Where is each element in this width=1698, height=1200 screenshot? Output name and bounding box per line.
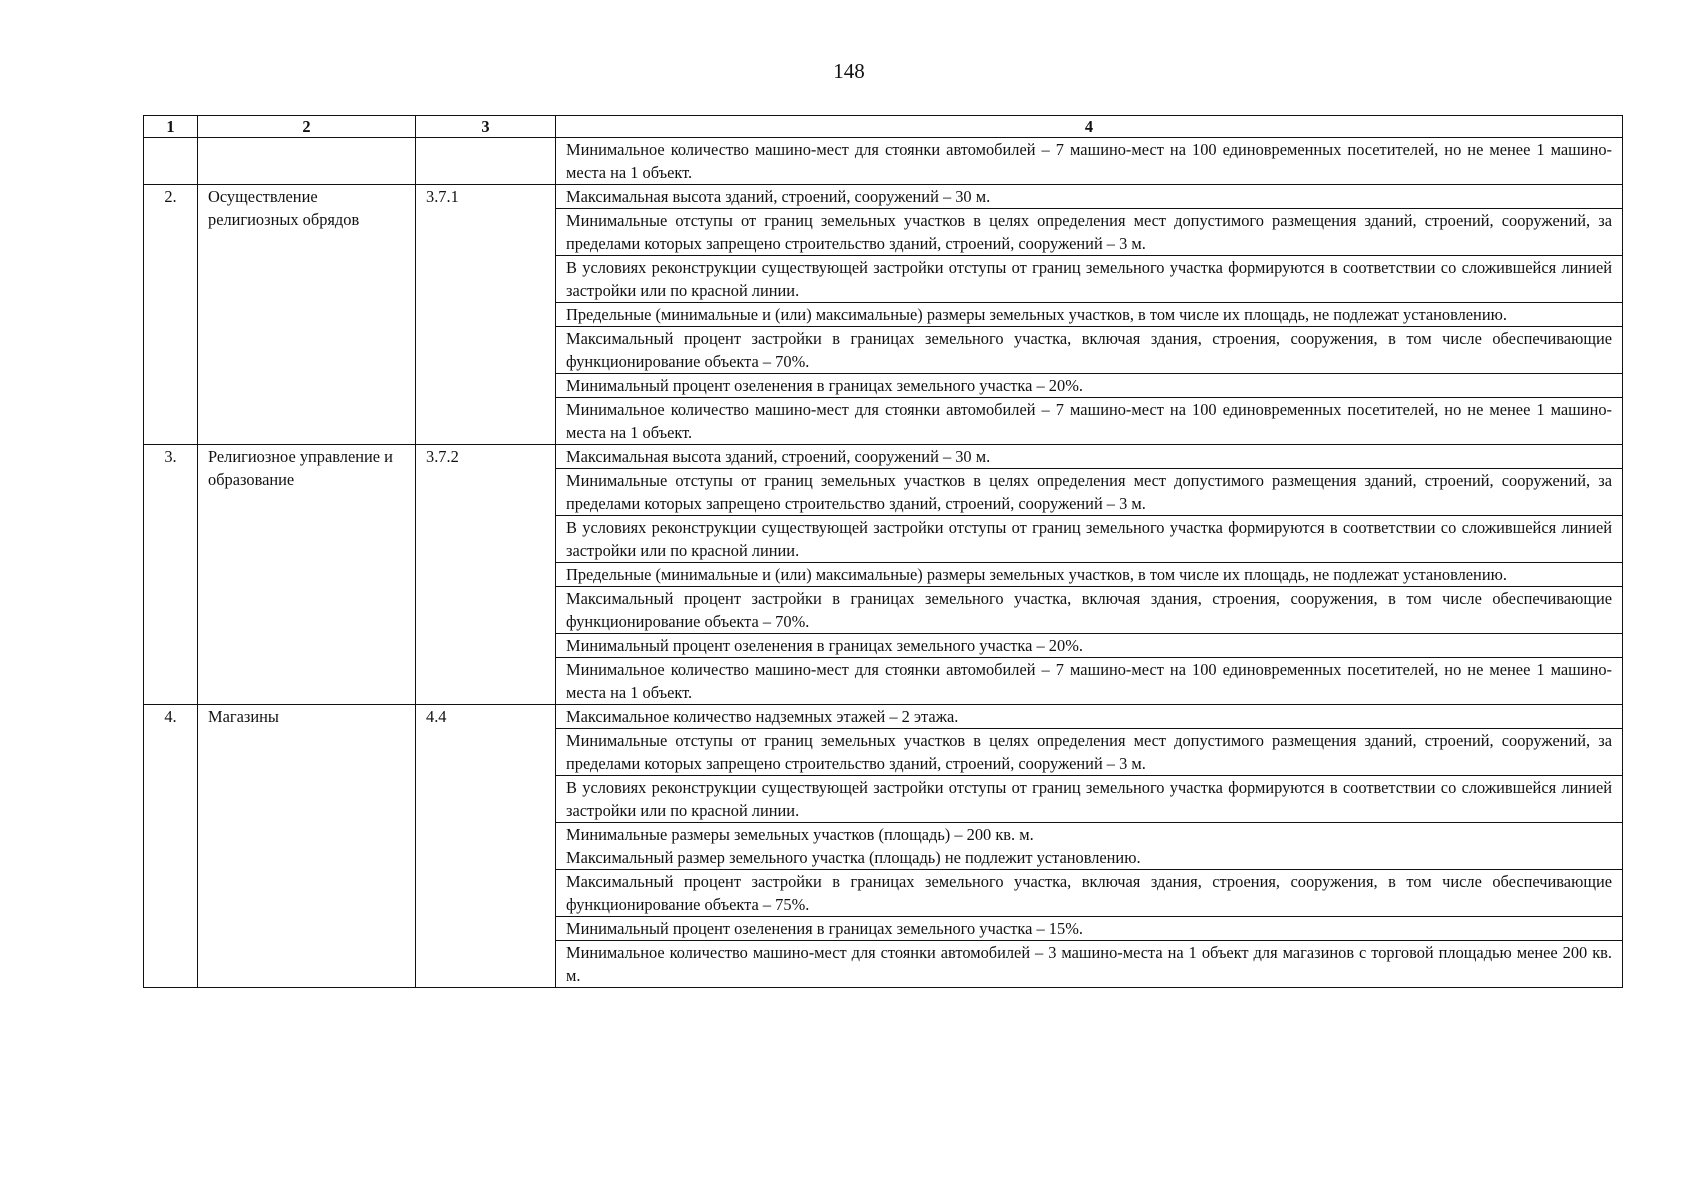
land-use-name-cell: Магазины: [198, 705, 416, 988]
parameter-text: Минимальный процент озеленения в границах земельного участка – 20%.: [566, 636, 1083, 655]
row-number-cell: 3.: [144, 445, 198, 705]
land-use-name-cell: [198, 138, 416, 185]
parameter-text: Минимальные размеры земельных участков (площадь) – 200 кв. м.: [566, 825, 1034, 844]
parameter-text: В условиях реконструкции существующей застройки отступы от границ земельного участка формируются в соответствии со сложившейся линией застройки или по красной линии.: [566, 778, 1612, 820]
parameter-cell: [556, 516, 1623, 563]
parameter-text: Максимальный процент застройки в границах земельного участка, включая здания, строения, сооружения, в том числе обеспечивающие функционирование объекта – 70%.: [566, 589, 1612, 631]
table-header-row: [144, 116, 1623, 138]
parameter-cell: [556, 658, 1623, 705]
parameter-text: Минимальный процент озеленения в границах земельного участка – 20%.: [566, 376, 1083, 395]
land-use-code-cell: 3.7.2: [416, 445, 556, 705]
table-row: [144, 705, 1623, 729]
land-use-code-cell: 4.4: [416, 705, 556, 988]
parameter-text: В условиях реконструкции существующей застройки отступы от границ земельного участка формируются в соответствии со сложившейся линией застройки или по красной линии.: [566, 258, 1612, 300]
parameter-cell: [556, 634, 1623, 658]
parameter-cell: [556, 256, 1623, 303]
parameter-text: Минимальный процент озеленения в границах земельного участка – 15%.: [566, 919, 1083, 938]
table-row: [144, 445, 1623, 469]
parameter-text: Максимальный процент застройки в границах земельного участка, включая здания, строения, сооружения, в том числе обеспечивающие функционирование объекта – 70%.: [566, 329, 1612, 371]
parameter-text: Минимальное количество машино-мест для стоянки автомобилей – 7 машино-мест на 100 единовременных посетителей, но не менее 1 машино-места на 1 объект.: [566, 660, 1612, 702]
parameter-cell: [556, 705, 1623, 729]
parameter-text: Минимальное количество машино-мест для стоянки автомобилей – 7 машино-мест на 100 единовременных посетителей, но не менее 1 машино-места на 1 объект.: [566, 140, 1612, 182]
parameter-cell: [556, 209, 1623, 256]
page-number: 148: [833, 59, 865, 83]
parameter-text: Минимальное количество машино-мест для стоянки автомобилей – 3 машино-места на 1 объект для магазинов с торговой площадью менее 200 кв. м.: [566, 943, 1612, 985]
parameter-text: Минимальное количество машино-мест для стоянки автомобилей – 7 машино-мест на 100 единовременных посетителей, но не менее 1 машино-места на 1 объект.: [566, 400, 1612, 442]
column-header: 3: [416, 116, 556, 138]
column-header: 2: [198, 116, 416, 138]
row-number-cell: [144, 138, 198, 185]
parameter-cell: [556, 587, 1623, 634]
column-header: 4: [556, 116, 1623, 138]
land-use-name-cell: Религиозное управление и образование: [198, 445, 416, 705]
row-number-cell: 4.: [144, 705, 198, 988]
parameter-text: Минимальные отступы от границ земельных участков в целях определения мест допустимого размещения зданий, строений, сооружений, за пределами которых запрещено строительство зданий, строений, сооружений – 3 м.: [566, 731, 1612, 773]
parameter-text: Максимальное количество надземных этажей – 2 этажа.: [566, 707, 959, 726]
parameter-text: Максимальный процент застройки в границах земельного участка, включая здания, строения, сооружения, в том числе обеспечивающие функционирование объекта – 75%.: [566, 872, 1612, 914]
land-use-code-cell: [416, 138, 556, 185]
parameter-cell: [556, 303, 1623, 327]
parameter-cell: [556, 398, 1623, 445]
land-use-code-cell: 3.7.1: [416, 185, 556, 445]
table-row: [144, 185, 1623, 209]
parameter-text: Максимальная высота зданий, строений, сооружений – 30 м.: [566, 447, 991, 466]
parameter-cell: [556, 941, 1623, 988]
parameter-cell: [556, 563, 1623, 587]
parameter-cell: [556, 776, 1623, 823]
parameter-text: Максимальный размер земельного участка (площадь) не подлежит установлению.: [566, 848, 1141, 867]
table-row: [144, 138, 1623, 185]
parameter-text: Предельные (минимальные и (или) максимальные) размеры земельных участков, в том числе их площадь, не подлежат установлению.: [566, 305, 1507, 324]
regulations-table: [143, 115, 1623, 988]
parameter-cell: [556, 185, 1623, 209]
parameter-cell: [556, 870, 1623, 917]
parameter-text: Максимальная высота зданий, строений, сооружений – 30 м.: [566, 187, 991, 206]
parameter-cell: [556, 729, 1623, 776]
parameter-cell: [556, 327, 1623, 374]
parameter-cell: [556, 138, 1623, 185]
parameter-cell: [556, 823, 1623, 870]
table-body: [144, 138, 1623, 988]
parameter-text: В условиях реконструкции существующей застройки отступы от границ земельного участка формируются в соответствии со сложившейся линией застройки или по красной линии.: [566, 518, 1612, 560]
parameter-cell: [556, 917, 1623, 941]
column-header: 1: [144, 116, 198, 138]
parameter-text: Предельные (минимальные и (или) максимальные) размеры земельных участков, в том числе их площадь, не подлежат установлению.: [566, 565, 1507, 584]
parameter-text: Минимальные отступы от границ земельных участков в целях определения мест допустимого размещения зданий, строений, сооружений, за пределами которых запрещено строительство зданий, строений, сооружений – 3 м.: [566, 211, 1612, 253]
parameter-cell: [556, 374, 1623, 398]
parameter-text: Минимальные отступы от границ земельных участков в целях определения мест допустимого размещения зданий, строений, сооружений, за пределами которых запрещено строительство зданий, строений, сооружений – 3 м.: [566, 471, 1612, 513]
parameter-cell: [556, 445, 1623, 469]
land-use-name-cell: Осуществление религиозных обрядов: [198, 185, 416, 445]
parameter-cell: [556, 469, 1623, 516]
row-number-cell: 2.: [144, 185, 198, 445]
